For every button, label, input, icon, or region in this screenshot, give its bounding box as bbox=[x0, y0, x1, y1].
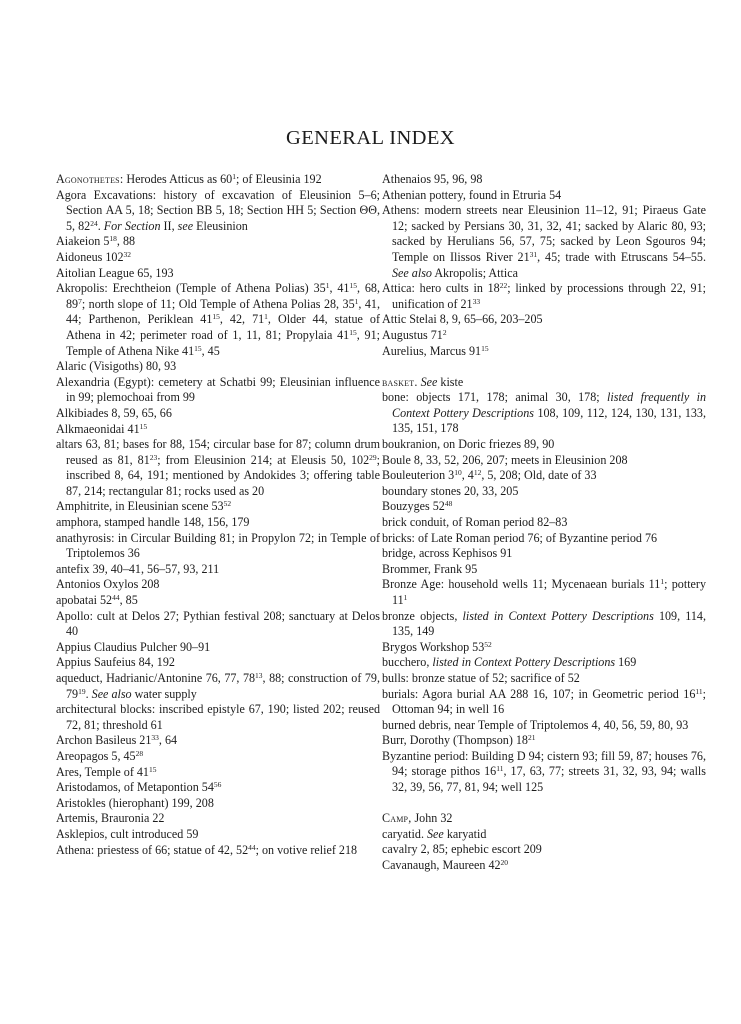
footnote-ref: 1 bbox=[660, 577, 665, 587]
footnote-ref: 44 bbox=[112, 593, 120, 603]
index-entry bbox=[56, 188, 380, 235]
footnote-ref: 1 bbox=[325, 281, 330, 291]
entry-text: Brommer, Frank 95 bbox=[382, 561, 478, 576]
entry-text: . bbox=[97, 218, 104, 233]
index-entry bbox=[382, 562, 706, 578]
entry-text: , 88 bbox=[116, 234, 136, 249]
index-entry bbox=[382, 842, 706, 858]
entry-text: ; north slope of 11; Old Temple of Athena Polias 28, 35 bbox=[81, 296, 355, 311]
entry-text: See bbox=[427, 826, 444, 841]
index-entry bbox=[56, 234, 380, 250]
entry-text: karyatid bbox=[443, 826, 487, 841]
entry-text: boundary stones 20, 33, 205 bbox=[382, 483, 519, 498]
index-entry bbox=[382, 687, 706, 718]
index-entry bbox=[56, 422, 380, 438]
entry-text: Areopagos 5, 45 bbox=[56, 748, 136, 763]
index-entry bbox=[56, 702, 380, 733]
entry-text: Eleusinion bbox=[193, 218, 248, 233]
footnote-ref: 18 bbox=[109, 234, 117, 244]
entry-text: Artemis, Brauronia 22 bbox=[56, 811, 165, 826]
entry-text: , 85 bbox=[119, 593, 138, 608]
entry-text: anathyrosis: in Circular Building 81; in Propylon 72; in Temple of Triptolemos 36 bbox=[56, 530, 380, 561]
entry-text: Cavanaugh, Maureen 42 bbox=[382, 857, 501, 872]
entry-text: See bbox=[420, 374, 438, 389]
entry-text: 108, 109, 112, 124, 130, 131, 133, 135, 151, 178 bbox=[392, 405, 706, 436]
index-entry bbox=[382, 749, 706, 796]
entry-text: Boule 8, 33, 52, 206, 207; meets in Eleusinion 208 bbox=[382, 452, 628, 467]
entry-text: Ares, Temple of 41 bbox=[56, 764, 149, 779]
entry-text: Bronze Age: household wells 11; Mycenaean burials 11 bbox=[382, 577, 661, 592]
footnote-ref: 20 bbox=[500, 857, 509, 867]
index-entry bbox=[56, 375, 380, 406]
index-entry bbox=[56, 733, 380, 749]
entry-text: cavalry 2, 85; ephebic escort 209 bbox=[382, 842, 542, 857]
entry-text: Burr, Dorothy (Thompson) 18 bbox=[382, 733, 528, 748]
footnote-ref: 33 bbox=[472, 296, 481, 306]
entry-text: bridge, across Kephisos 91 bbox=[382, 546, 513, 561]
entry-text: Appius Claudius Pulcher 90–91 bbox=[56, 639, 211, 654]
entry-text: Alexandria (Egypt): cemetery at Schatbi 99; Eleusinian influence in 99; plemochoai from 99 bbox=[56, 374, 380, 405]
entry-text: amphora, stamped handle 148, 156, 179 bbox=[56, 515, 250, 530]
footnote-ref: 28 bbox=[135, 748, 144, 758]
entry-text: ; of Eleusinia 192 bbox=[235, 172, 322, 186]
entry-text: boukranion, on Doric friezes 89, 90 bbox=[382, 437, 555, 451]
index-entry bbox=[56, 655, 380, 671]
entry-text: Antonios Oxylos 208 bbox=[56, 577, 160, 592]
entry-text: Aitolian League 65, 193 bbox=[56, 265, 174, 280]
index-entry bbox=[56, 609, 380, 640]
index-entry bbox=[382, 577, 706, 608]
entry-text: basket. bbox=[382, 374, 418, 389]
entry-text: Asklepios, cult introduced 59 bbox=[56, 826, 199, 841]
entry-text: See also bbox=[392, 265, 432, 280]
index-entry bbox=[56, 577, 380, 593]
entry-text: ; Ottoman 94; in well 16 bbox=[392, 686, 706, 717]
footnote-ref: 52 bbox=[484, 639, 492, 649]
entry-text: Bouzyges 52 bbox=[382, 499, 445, 514]
index-entry bbox=[56, 811, 380, 827]
entry-text: 169 bbox=[615, 655, 637, 670]
entry-text: burials: Agora burial AA 288 16, 107; in Geometric period 16 bbox=[382, 686, 696, 701]
footnote-ref: 1 bbox=[232, 172, 236, 181]
index-entry bbox=[382, 328, 706, 344]
letter-group-gap bbox=[382, 796, 706, 812]
entry-text: Attic Stelai 8, 9, 65–66, 203–205 bbox=[382, 312, 543, 327]
entry-text: see bbox=[177, 218, 194, 233]
index-entry bbox=[382, 531, 706, 547]
index-entry bbox=[382, 733, 706, 749]
index-entry bbox=[382, 655, 706, 671]
entry-text: Byzantine period: Building D 94; cistern 93; fill 59, 87; houses 76, 94; storage pithos 16 bbox=[382, 748, 706, 779]
entry-text: . bbox=[85, 686, 92, 701]
index-entry bbox=[56, 359, 380, 375]
entry-text: , 41 bbox=[329, 281, 350, 296]
entry-text: Aristokles (hierophant) 199, 208 bbox=[56, 795, 214, 810]
index-entry bbox=[56, 172, 380, 188]
index-entry bbox=[382, 718, 706, 734]
entry-text: Alaric (Visigoths) 80, 93 bbox=[56, 359, 177, 374]
footnote-ref: 52 bbox=[223, 499, 232, 509]
entry-text: , 5, 208; Old, date of 33 bbox=[481, 468, 597, 483]
footnote-ref: 56 bbox=[213, 780, 222, 790]
index-entry bbox=[382, 858, 706, 874]
entry-text: listed frequently in Context Pottery Descriptions bbox=[392, 390, 706, 420]
footnote-ref: 10 bbox=[454, 468, 462, 478]
footnote-ref: 33 bbox=[151, 733, 159, 743]
entry-text: , 88; construction of 79, 79 bbox=[66, 671, 380, 701]
entry-text: aqueduct, Hadrianic/Antonine 76, 77, 78 bbox=[56, 671, 256, 685]
page-title: GENERAL INDEX bbox=[286, 127, 455, 149]
index-entry bbox=[382, 281, 706, 312]
footnote-ref: 13 bbox=[255, 671, 263, 680]
entry-text: Agora Excavations: history of excavation of Eleusinion 5–6; Section ΑΑ 5, 18; Section ΒΒ 5, 18; Section ΗΗ 5; Section ΘΘ, 5, 82 bbox=[56, 187, 380, 233]
index-entry bbox=[382, 546, 706, 562]
footnote-ref: 22 bbox=[499, 281, 508, 291]
entry-text: Camp, bbox=[382, 811, 412, 826]
entry-text: John 32 bbox=[411, 811, 453, 826]
entry-text: Brygos Workshop 53 bbox=[382, 639, 485, 654]
entry-text: architectural blocks: inscribed epistyle 67, 190; listed 202; reused 72, 81; threshold 61 bbox=[56, 702, 380, 732]
index-entry bbox=[382, 437, 706, 453]
entry-text: , 45 bbox=[201, 343, 220, 358]
entry-text: bulls: bronze statue of 52; sacrifice of 52 bbox=[382, 670, 580, 685]
footnote-ref: 23 bbox=[149, 452, 158, 462]
entry-text: Archon Basileus 21 bbox=[56, 733, 152, 748]
entry-text: Alkmaeonidai 41 bbox=[56, 421, 140, 436]
entry-text: caryatid. bbox=[382, 826, 427, 841]
index-entry bbox=[382, 312, 706, 328]
index-entry bbox=[382, 827, 706, 843]
index-entry bbox=[56, 406, 380, 422]
entry-text: Apollo: cult at Delos 27; Pythian festival 208; sanctuary at Delos 40 bbox=[56, 608, 380, 639]
index-entry bbox=[382, 671, 706, 687]
index-entry bbox=[382, 515, 706, 531]
entry-text: Appius Saufeius 84, 192 bbox=[56, 655, 175, 670]
index-entry bbox=[56, 593, 380, 609]
index-column-left bbox=[56, 172, 380, 858]
footnote-ref: 19 bbox=[78, 686, 86, 696]
entry-text: ; linked by processions through 22, 91; unification of 21 bbox=[392, 281, 706, 311]
entry-text: , Older 44, statue of Athena in 42; perimeter road of 1, 11, 81; Propylaia 41 bbox=[66, 312, 380, 342]
entry-text: , 68, 89 bbox=[66, 281, 380, 311]
entry-text: Aidoneus 102 bbox=[56, 249, 124, 264]
entry-text: For Section bbox=[103, 218, 161, 233]
index-entry bbox=[56, 562, 380, 578]
entry-text: , 42, 71 bbox=[219, 312, 265, 327]
index-entry bbox=[56, 250, 380, 266]
index-entry bbox=[382, 609, 706, 640]
index-entry bbox=[382, 203, 706, 281]
entry-text: listed in Context Pottery Descriptions bbox=[462, 608, 654, 623]
entry-text: bucchero, bbox=[382, 655, 433, 670]
index-entry bbox=[56, 515, 380, 531]
index-entry bbox=[382, 811, 706, 827]
entry-text: Akropolis; Attica bbox=[431, 265, 518, 280]
entry-text: water supply bbox=[131, 686, 197, 701]
index-entry bbox=[56, 796, 380, 812]
footnote-ref: 15 bbox=[349, 327, 357, 337]
index-entry bbox=[56, 266, 380, 282]
entry-text: Aiakeion 5 bbox=[56, 234, 110, 249]
index-entry bbox=[56, 671, 380, 702]
footnote-ref: 15 bbox=[212, 312, 220, 322]
entry-text: Akropolis: Erechtheion (Temple of Athena Polias) 35 bbox=[56, 281, 326, 296]
entry-text: Attica: hero cults in 18 bbox=[382, 281, 500, 296]
entry-text: bricks: of Late Roman period 76; of Byzantine period 76 bbox=[382, 530, 658, 545]
index-entry bbox=[382, 453, 706, 469]
index-column-right bbox=[382, 172, 706, 874]
footnote-ref: 15 bbox=[148, 764, 157, 774]
entry-text: Augustus 71 bbox=[382, 327, 443, 342]
entry-text: , 45; trade with Etruscans 54–55. bbox=[537, 249, 706, 264]
index-entry bbox=[382, 188, 706, 204]
entry-text: Amphitrite, in Eleusinian scene 53 bbox=[56, 499, 224, 514]
entry-text: Athena: priestess of 66; statue of 42, 52 bbox=[56, 842, 249, 857]
footnote-ref: 15 bbox=[139, 421, 148, 431]
entry-text: altars 63, 81; bases for 88, 154; circular base for 87; column drum reused as 81, 81 bbox=[56, 437, 380, 467]
footnote-ref: 15 bbox=[481, 343, 489, 353]
index-entry bbox=[56, 780, 380, 796]
entry-text: Athenaios 95, 96, 98 bbox=[382, 172, 483, 186]
footnote-ref: 44 bbox=[248, 842, 256, 852]
index-entry bbox=[56, 749, 380, 765]
entry-text: Athens: modern streets near Eleusinion 11–12, 91; Piraeus Gate 12; sacked by Persians 30, 31, 32, 41; sacked by Alaric 80, 93; sacked by Herulians 56, 57, 75; sacked by Leon Sgouros 94; Temple on Ilissos River 21 bbox=[382, 203, 706, 264]
index-entry bbox=[56, 499, 380, 515]
entry-text: Herodes Atticus as 60 bbox=[123, 172, 233, 186]
entry-text: ; on votive relief 218 bbox=[255, 842, 358, 857]
entry-text: , 4 bbox=[461, 468, 474, 483]
footnote-ref: 29 bbox=[369, 452, 377, 462]
entry-text: Agonothetes: bbox=[56, 172, 124, 186]
index-entry bbox=[382, 390, 706, 437]
entry-text: antefix 39, 40–41, 56–57, 93, 211 bbox=[56, 561, 220, 576]
footnote-ref: 7 bbox=[78, 296, 82, 306]
footnote-ref: 21 bbox=[527, 733, 536, 743]
index-entry bbox=[56, 843, 380, 859]
entry-text: See also bbox=[91, 686, 132, 701]
index-entry bbox=[382, 468, 706, 484]
index-entry bbox=[56, 531, 380, 562]
entry-text: 109, 114, 135, 149 bbox=[392, 608, 706, 639]
entry-text: listed in Context Pottery Descriptions bbox=[432, 655, 616, 670]
footnote-ref: 1 bbox=[264, 312, 268, 322]
footnote-ref: 11 bbox=[695, 686, 703, 696]
index-entry bbox=[382, 172, 706, 188]
entry-text: bone: objects 171, 178; animal 30, 178; bbox=[382, 390, 608, 405]
index-entry bbox=[56, 640, 380, 656]
entry-text: ; inscribed 8, 64, 191; mentioned by Andokides 3; offering table 87, 214; rectangular 81; rocks used as 20 bbox=[66, 452, 380, 498]
entry-text: Alkibiades 8, 59, 65, 66 bbox=[56, 405, 172, 420]
entry-text: Athenian pottery, found in Etruria 54 bbox=[382, 187, 562, 202]
index-entry bbox=[382, 344, 706, 360]
letter-group-gap bbox=[382, 359, 706, 375]
index-entry bbox=[56, 437, 380, 499]
entry-text: apobatai 52 bbox=[56, 593, 113, 608]
entry-text: brick conduit, of Roman period 82–83 bbox=[382, 514, 568, 529]
footnote-ref: 1 bbox=[403, 592, 408, 602]
footnote-ref: 1 bbox=[354, 296, 359, 306]
entry-text: kiste bbox=[437, 374, 464, 389]
index-entry bbox=[56, 827, 380, 843]
index-entry bbox=[56, 765, 380, 781]
entry-text: , 64 bbox=[158, 733, 178, 748]
footnote-ref: 31 bbox=[529, 249, 538, 259]
entry-text: ; pottery 11 bbox=[392, 577, 706, 607]
index-entry bbox=[382, 640, 706, 656]
footnote-ref: 15 bbox=[349, 281, 357, 291]
index-entry bbox=[382, 499, 706, 515]
entry-text: , 17, 63, 77; streets 31, 32, 93, 94; walls 32, 39, 56, 77, 81, 94; well 125 bbox=[392, 764, 706, 795]
footnote-ref: 11 bbox=[496, 764, 504, 774]
entry-text: , 41, 44; Parthenon, Periklean 41 bbox=[66, 296, 381, 327]
footnote-ref: 24 bbox=[90, 218, 98, 228]
entry-text: ; from Eleusinion 214; at Eleusis 50, 102 bbox=[157, 452, 370, 467]
footnote-ref: 32 bbox=[123, 249, 132, 259]
entry-text: Bouleuterion 3 bbox=[382, 468, 455, 483]
entry-text: , 91; Temple of Athena Nike 41 bbox=[66, 327, 380, 358]
index-entry bbox=[382, 375, 706, 391]
footnote-ref: 12 bbox=[473, 468, 482, 478]
entry-text: burned debris, near Temple of Triptolemos 4, 40, 56, 59, 80, 93 bbox=[382, 717, 689, 732]
entry-text: II, bbox=[160, 218, 178, 233]
footnote-ref: 15 bbox=[194, 343, 202, 353]
footnote-ref: 48 bbox=[444, 499, 453, 509]
entry-text: Aristodamos, of Metapontion 54 bbox=[56, 780, 214, 795]
entry-text: bronze objects, bbox=[382, 608, 463, 623]
footnote-ref: 2 bbox=[442, 327, 447, 337]
entry-text: Aurelius, Marcus 91 bbox=[382, 343, 482, 358]
index-entry bbox=[382, 484, 706, 500]
index-entry bbox=[56, 281, 380, 359]
